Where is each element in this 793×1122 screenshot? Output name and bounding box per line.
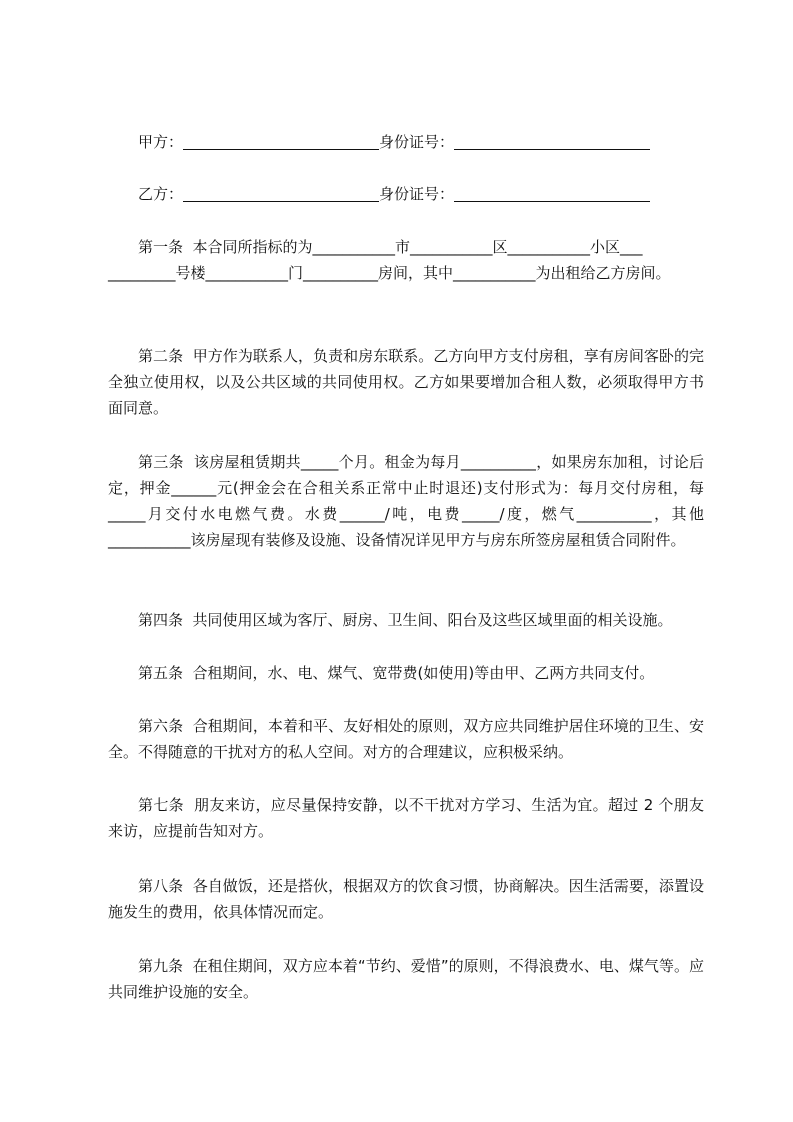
article-3: 第三条 该房屋租赁期共_____个月。租金为每月__________，如果房东加租，讨论后定，押金______元(押金会在合租关系正常中止时退还)支付形式为：每月交付房租，每_____月交付水电燃气费。水费______/吨，电费_____/度，燃气__________，其他___________该房屋现有装修及设施、设备情况详见甲方与房东所签房屋租赁合同附件。	[108, 453, 704, 549]
article-5: 第五条 合租期间，水、电、煤气、宽带费(如使用)等由甲、乙两方共同支付。	[138, 664, 655, 682]
party-a-line	[108, 131, 704, 153]
party-b-label: 乙方：	[138, 185, 184, 203]
party-b-id-blank	[454, 185, 650, 202]
article-9: 第九条 在租住期间，双方应本着“节约、爱惜”的原则，不得浪费水、电、煤气等。应共同维护设施的安全。	[108, 957, 704, 1001]
article-8: 第八条 各自做饭，还是搭伙，根据双方的饮食习惯，协商解决。因生活需要，添置设施发生的费用，依具体情况而定。	[108, 877, 704, 921]
article-7: 第七条 朋友来访，应尽量保持安静，以不干扰对方学习、生活为宜。超过 2 个朋友来访，应提前告知对方。	[108, 796, 704, 840]
party-b-name-blank	[183, 185, 379, 202]
article-2: 第二条 甲方作为联系人，负责和房东联系。乙方向甲方支付房租，享有房间客卧的完全独立使用权，以及公共区域的共同使用权。乙方如果要增加合租人数，必须取得甲方书面同意。	[108, 347, 704, 417]
party-b-line	[108, 183, 704, 205]
party-a-id-blank	[454, 133, 650, 150]
party-b-id-label: 身份证号：	[379, 185, 455, 203]
article-6: 第六条 合租期间，本着和平、友好相处的原则，双方应共同维护居住环境的卫生、安全。不得随意的干扰对方的私人空间。对方的合理建议，应积极采纳。	[108, 717, 704, 761]
party-a-name-blank	[183, 133, 379, 150]
party-a-id-label: 身份证号：	[379, 133, 455, 151]
party-a-label: 甲方：	[138, 133, 184, 151]
article-1: 第一条 本合同所指标的为___________市___________区___________小区___ _________号楼___________门__________房间，其中___________为出租给乙方房间。	[108, 238, 671, 282]
article-4: 第四条 共同使用区域为客厅、厨房、卫生间、阳台及这些区域里面的相关设施。	[138, 611, 673, 629]
